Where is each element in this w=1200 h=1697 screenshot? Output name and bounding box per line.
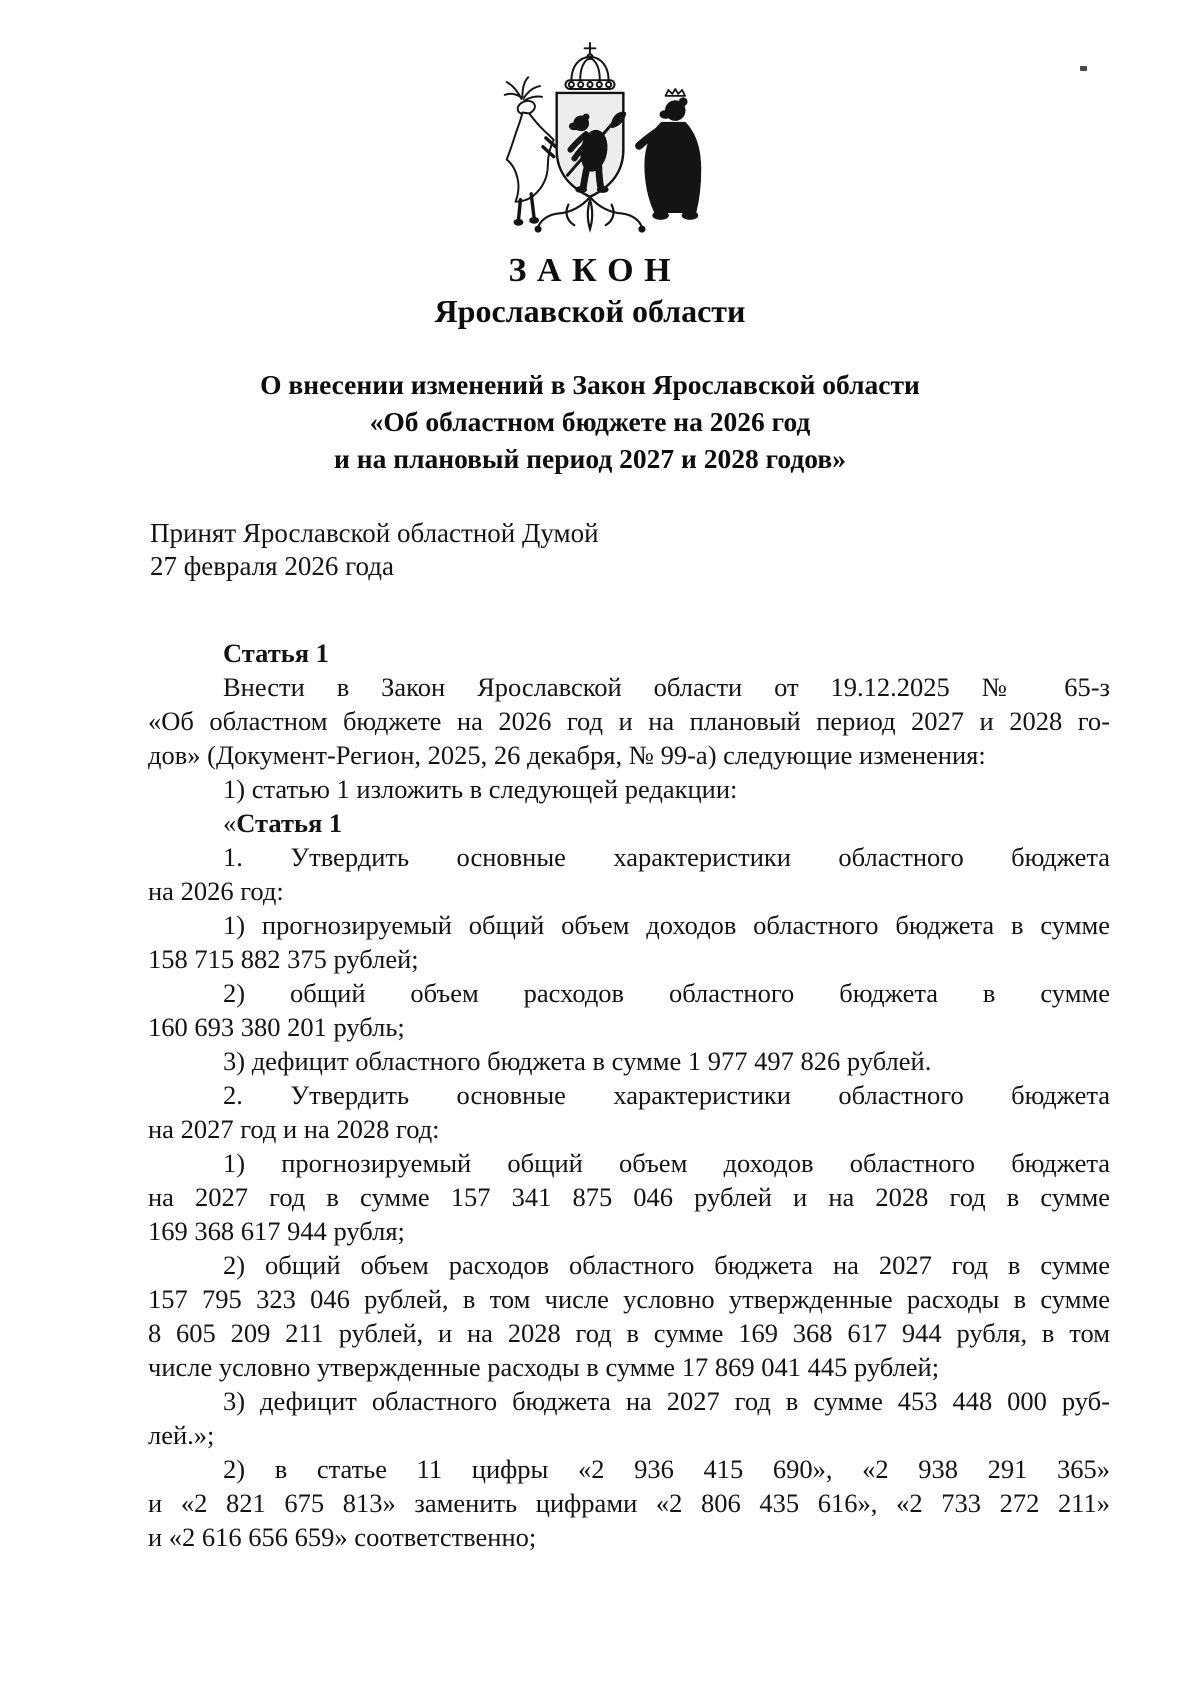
body-line: и «2 616 656 659» соответственно; <box>148 1522 537 1552</box>
body-line: 157 795 323 046 рублей, в том числе условно утвержденные расходы в сумме <box>148 1284 1110 1314</box>
scan-artifact-dot <box>1080 66 1087 71</box>
body-line: на 2026 год: <box>148 876 284 906</box>
body-line: 1. Утвердить основные характеристики областного бюджета <box>223 842 1110 872</box>
law-region-title: Ярославской области <box>434 293 746 329</box>
body-line: 1) прогнозируемый общий объем доходов областного бюджета в сумме <box>223 910 1110 940</box>
body-line: 160 693 380 201 рубль; <box>148 1012 405 1042</box>
adoption-note <box>150 517 850 583</box>
body-line: Статья 1 <box>223 638 329 668</box>
body-line: на 2027 год в сумме 157 341 875 046 рублей и на 2028 год в сумме <box>148 1182 1110 1212</box>
body-line: на 2027 год и на 2028 год: <box>148 1114 440 1144</box>
body-line: «Об областном бюджете на 2026 год и на плановый период 2027 и 2028 го- <box>148 706 1110 736</box>
body-line: 1) статью 1 изложить в следующей редакции: <box>223 774 738 804</box>
body-line: 2) общий объем расходов областного бюджета в сумме <box>223 978 1110 1008</box>
body-line: «Статья 1 <box>223 808 343 838</box>
body-line: Внести в Закон Ярославской области от 19.12.2025 № 65-з <box>223 672 1110 702</box>
law-type-title: З А К О Н <box>508 252 672 289</box>
body-line: 3) дефицит областного бюджета в сумме 1 977 497 826 рублей. <box>223 1046 932 1076</box>
body-line: дов» (Документ-Регион, 2025, 26 декабря, № 99-а) следующие изменения: <box>148 740 986 770</box>
body-line: лей.»; <box>148 1420 215 1450</box>
law-subject-line-1: О внесении изменений в Закон Ярославской области <box>260 369 920 400</box>
body-line: 1) прогнозируемый общий объем доходов областного бюджета <box>223 1148 1110 1178</box>
body-text <box>148 636 1110 1554</box>
law-subject-line-2: «Об областном бюджете на 2026 год <box>369 406 811 437</box>
adopted-date-line: 27 февраля 2026 года <box>150 551 394 581</box>
law-subject-heading <box>148 366 1032 477</box>
body-line: 169 368 617 944 рубля; <box>148 1216 405 1246</box>
body-line: и «2 821 675 813» заменить цифрами «2 806 435 616», «2 733 272 211» <box>148 1488 1110 1518</box>
body-line: 2) общий объем расходов областного бюджета на 2027 год в сумме <box>223 1250 1110 1280</box>
yaroslavl-oblast-coat-of-arms-icon <box>472 40 708 236</box>
adopted-by-line: Принят Ярославской областной Думой <box>150 518 599 548</box>
body-line: 8 605 209 211 рублей, и на 2028 год в сумме 169 368 617 944 рубля, в том <box>148 1318 1110 1348</box>
body-line: 2) в статье 11 цифры «2 936 415 690», «2 938 291 365» <box>223 1454 1110 1484</box>
body-line: 3) дефицит областного бюджета на 2027 год в сумме 453 448 000 руб- <box>223 1386 1110 1416</box>
body-line: 2. Утвердить основные характеристики областного бюджета <box>223 1080 1110 1110</box>
body-line: числе условно утвержденные расходы в сумме 17 869 041 445 рублей; <box>148 1352 940 1382</box>
body-line: 158 715 882 375 рублей; <box>148 944 419 974</box>
law-subject-line-3: и на плановый период 2027 и 2028 годов» <box>334 443 846 474</box>
